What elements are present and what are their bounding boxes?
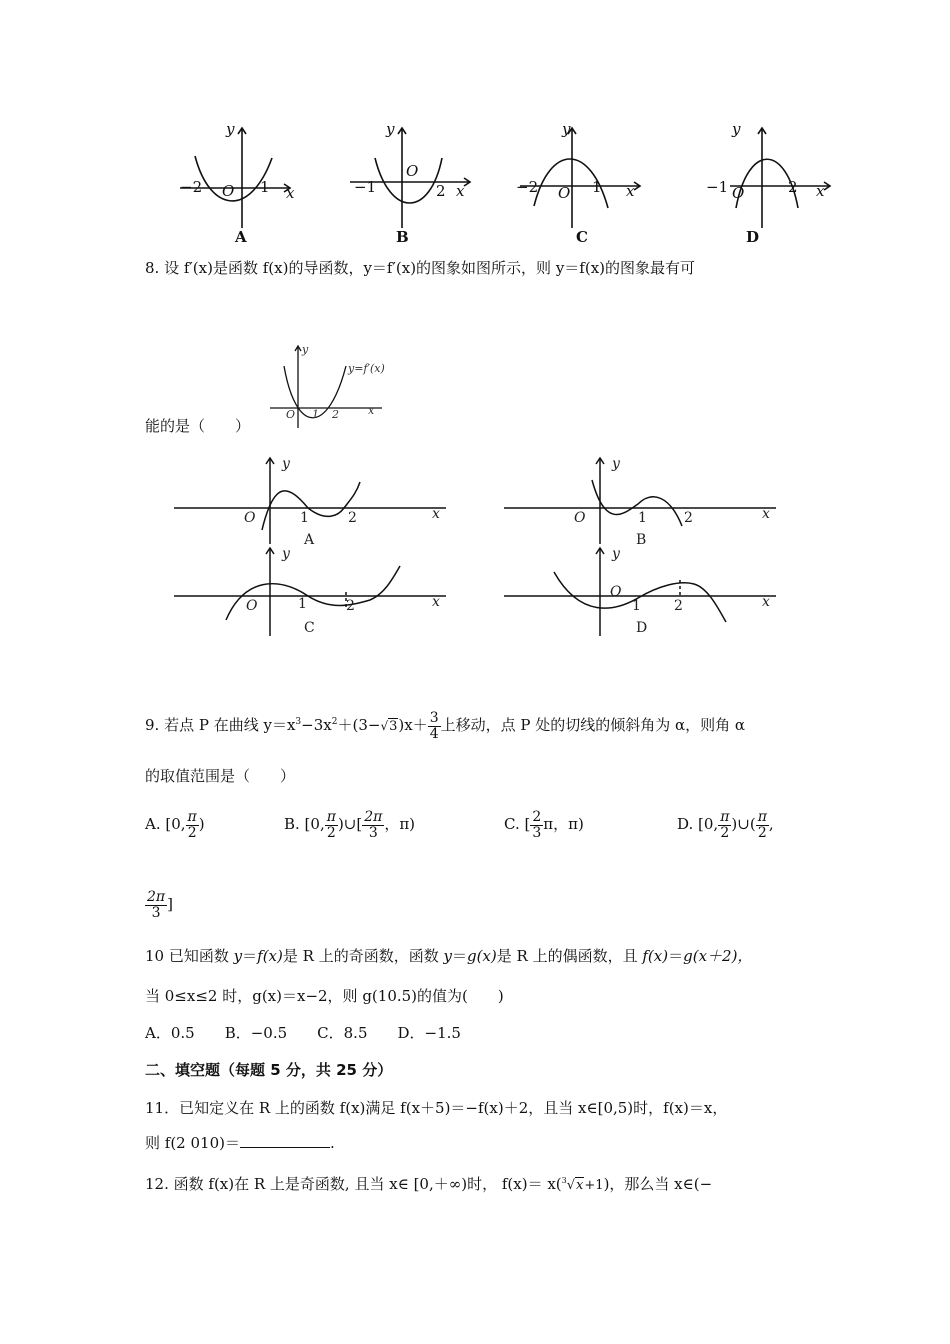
graph-A-o: O [222,182,235,200]
q9-p3: ＋(3− [337,716,381,734]
q10-option-C: C．8.5 [317,1024,368,1042]
q9-p5: 上移动，点 P 处的切线的倾斜角为 α，则角 α [440,716,746,734]
q10-option-B: B．−0.5 [224,1024,288,1042]
graph-B-y: y [386,120,395,138]
graph-A-t2: 1 [260,178,270,196]
graph-D-t2: 2 [788,178,798,196]
q11-line1: 11．已知定义在 R 上的函数 f(x)满足 f(x＋5)＝−f(x)＋2，且当 x∈[0,5)时，f(x)＝x， [145,1099,728,1117]
graph-A-label: A [235,228,247,246]
graph-C-y: y [562,120,571,138]
q8-C-t2: 2 [346,598,355,614]
q8-stem: 8. 设 f′(x)是函数 f(x)的导函数，y＝f′(x)的图象如图所示，则 y＝f(x)的图象最有可 [145,259,696,277]
q10-line1: 10 已知函数 y＝f(x)是 R 上的奇函数，函数 y＝g(x)是 R 上的偶函数，且 f(x)＝g(x＋2)， [145,947,753,965]
graph-D-label: D [746,228,760,246]
q8-D-t2: 2 [674,598,683,614]
q8-B-t2: 2 [684,510,693,526]
graph-D [730,128,830,228]
q11-answer-blank[interactable] [240,1133,330,1148]
q8-D-x: x [762,594,770,610]
q9-option-D-cont: $\frac{2\pi}{3}$ ] [147,888,173,921]
q8-B-t1: 1 [638,510,647,526]
q8-C-o: O [246,598,258,614]
q9-sup3: 3 [295,717,302,727]
graph-A-t1: −2 [180,178,203,196]
q8-cont: 能的是（ ） [145,417,251,435]
q8-deriv-t1: 1 [312,408,319,421]
q8-derivative-graph [266,340,396,432]
q9-stem: 9. 若点 P 在曲线 $y=x^3-3x^2+(3-√3)x+$ $\frac{3}{4}$ 上移动，点 P 处的切线的倾斜角为 α，则角 α [145,709,746,742]
graph-C-o: O [558,184,571,202]
q8-A-x: x [432,506,440,522]
graph-B-t2: 2 [436,182,446,200]
q8-A-o: O [244,510,256,526]
q8-B-o: O [574,510,586,526]
q9-option-C: C. [ $\frac{2}{3}$ π，π) [504,808,584,841]
q8-A-t1: 1 [300,510,309,526]
q9-option-D: D. [0, $\frac{\pi}{2}$ )∪( $\frac{\pi}{2}$ , [677,808,774,841]
graph-D-y: y [732,120,741,138]
graph-C-t1: −2 [516,178,539,196]
q8-A-label: A [304,532,315,548]
q9-line2: 的取值范围是（ ） [145,767,296,785]
q10-options [145,1023,461,1043]
q8-B-y: y [612,456,620,472]
q8-B-label: B [636,532,647,548]
graph-D-x: x [816,182,825,200]
graph-D-t1: −1 [706,178,729,196]
q12-line: 12. 函数 f(x)在 R 上是奇函数, 且当 x∈ [0,＋∞)时， f(x)＝ x($^3$√x+1)，那么当 x∈(− [145,1175,713,1193]
q8-D-t1: 1 [632,598,641,614]
q8-D-y: y [612,546,620,562]
q8-deriv-x: x [368,404,375,417]
q8-options [170,452,790,640]
graph-D-o: O [732,184,745,202]
graph-A-y: y [226,120,235,138]
q8-deriv-y: y [302,343,309,356]
q9-option-B: B. [0, $\frac{\pi}{2}$ )∪[ $\frac{2\pi}{3}$ ，π) [284,808,416,841]
graph-A-x: x [286,184,295,202]
graph-B-o: O [406,162,419,180]
top-graphs [160,118,850,248]
q8-B-x: x [762,506,770,522]
q10-option-A: A．0.5 [145,1024,195,1042]
q9-sup2: 2 [331,717,338,727]
q11-line2: 则 f(2 010)＝ . [145,1134,335,1152]
q8-deriv-t2: 2 [332,408,339,421]
graph-B-t1: −1 [354,178,377,196]
graph-C-x: x [626,182,635,200]
q10-option-D: D．−1.5 [397,1024,461,1042]
q8-D-o: O [610,584,622,600]
q9-p2: −3x [301,716,332,734]
q9-p1: 9. 若点 P 在曲线 y＝x [145,716,296,734]
q8-C-y: y [282,546,290,562]
graph-C-t2: 1 [592,178,602,196]
q8-deriv-o: O [286,408,296,421]
q8-D-label: D [636,620,648,636]
graph-C-label: C [576,228,588,246]
q9-p4: )x＋ [398,716,428,734]
section-heading: 二、填空题（每题 5 分，共 25 分） [145,1061,393,1079]
q9-option-A: A. [0, $\frac{\pi}{2}$ ) [145,808,205,841]
q8-deriv-curve: y=f′(x) [348,362,385,375]
q8-A-t2: 2 [348,510,357,526]
q8-A-y: y [282,456,290,472]
q9-sqrt3: 3 [389,719,398,734]
q8-C-t1: 1 [298,596,307,612]
q9-frac: $\frac{3}{4}$ [429,709,439,742]
q10-line2: 当 0≤x≤2 时，g(x)＝x−2，则 g(10.5)的值为( ) [145,987,504,1005]
graph-B-label: B [396,228,409,246]
q8-C-x: x [432,594,440,610]
q8-C-label: C [304,620,315,636]
graph-B-x: x [456,182,465,200]
